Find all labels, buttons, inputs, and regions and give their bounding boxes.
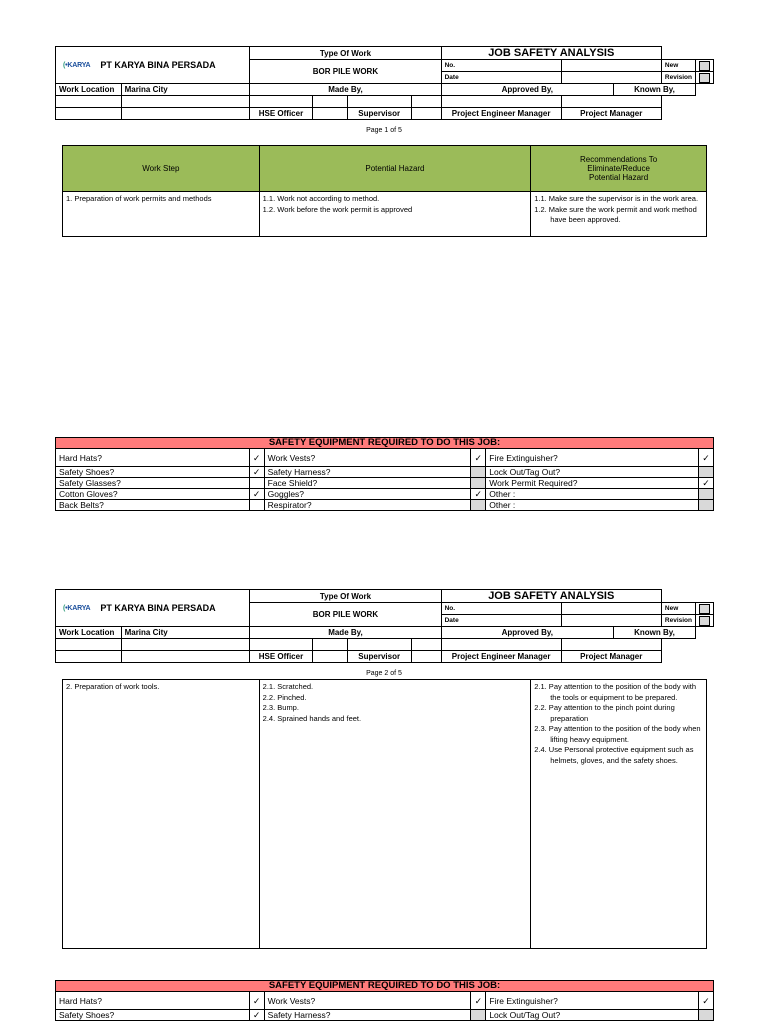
checkbox-icon [699,604,710,614]
recommendation-item: 1.2. Make sure the work permit and work method have been approved. [534,204,697,224]
work-step-header: Work Step [63,146,260,192]
equip-checkbox[interactable] [698,489,713,500]
work-location-value: Marina City [121,84,250,96]
equip-checkbox[interactable] [249,467,264,478]
recommendation-item: 1.1. Make sure the supervisor is in the work area. [534,194,699,203]
signature-pm[interactable] [561,639,661,651]
recommendation-item: 2.2. Pay attention to the pinch point during preparation [534,703,675,723]
hse-officer-label: HSE Officer [250,651,312,663]
signature-supervisor[interactable] [347,96,411,108]
known-by-label: Known By, [613,84,695,96]
check-icon: ✓ [252,489,261,499]
supervisor-label: Supervisor [347,651,411,663]
date-value[interactable] [561,72,661,84]
work-location-label: Work Location [56,627,122,639]
equip-checkbox[interactable] [471,449,486,467]
equip-label: Goggles? [264,489,471,500]
jsa-steps-table-page1 [62,145,707,237]
date-label: Date [441,72,561,84]
equip-checkbox[interactable] [249,449,264,467]
blank-cell [121,96,250,108]
hazard-item: 2.1. Scratched. [262,682,314,691]
safety-title: SAFETY EQUIPMENT REQUIRED TO DO THIS JOB: [56,981,714,992]
check-icon: ✓ [474,995,483,1006]
blank-cell [312,96,347,108]
revision-checkbox[interactable] [696,72,714,84]
signature-pem[interactable] [441,639,561,651]
equip-checkbox[interactable] [471,467,486,478]
equip-label: Safety Shoes? [56,467,250,478]
new-label: New [661,603,695,615]
equip-checkbox[interactable] [698,500,713,511]
blank-cell [121,108,250,120]
no-value[interactable] [561,603,661,615]
karya-logo-icon: (•KARYA [63,61,91,69]
equip-label: Hard Hats? [56,449,250,467]
hazard-item: 2.3. Bump. [262,703,299,712]
equip-checkbox[interactable] [699,992,714,1010]
signature-supervisor[interactable] [347,639,411,651]
signature-pm[interactable] [561,96,661,108]
equip-checkbox[interactable] [698,449,713,467]
equip-checkbox[interactable] [471,500,486,511]
hazard-cell [259,192,531,237]
check-icon: ✓ [702,452,710,463]
jsa-header-page1 [55,46,714,120]
hazard-cell [259,680,531,949]
equip-label: Safety Glasses? [56,478,250,489]
hazard-item: 2.2. Pinched. [262,692,307,702]
recommendation-cell [531,192,707,237]
no-label: No. [441,60,561,72]
type-of-work-value: BOR PILE WORK [250,603,441,627]
blank-cell [56,96,122,108]
page-number: Page 2 of 5 [366,670,402,677]
made-by-label: Made By, [250,84,441,96]
equip-label: Work Permit Required? [486,478,699,489]
blank-cell [411,651,441,663]
safety-equipment-table-page1 [55,437,714,511]
check-icon: ✓ [702,995,710,1006]
blank-cell [312,639,347,651]
revision-checkbox[interactable] [696,615,714,627]
work-step-cell: 1. Preparation of work permits and methods [63,192,260,237]
checkbox-icon [699,61,710,71]
equip-checkbox[interactable] [698,478,713,489]
blank-cell [56,108,122,120]
equip-label: Fire Extinguisher? [486,449,699,467]
blank-cell [121,639,250,651]
check-icon: ✓ [252,1010,261,1020]
logo-cell [56,590,250,627]
document-title: JOB SAFETY ANALYSIS [441,590,661,603]
revision-label: Revision [661,72,695,84]
equip-label: Work Vests? [264,449,471,467]
signature-pem[interactable] [441,96,561,108]
check-icon: ✓ [474,489,483,499]
approved-by-label: Approved By, [441,627,613,639]
equip-checkbox[interactable] [471,478,486,489]
equip-label: Face Shield? [264,478,471,489]
no-label: No. [441,603,561,615]
pm-label: Project Manager [561,108,661,120]
signature-hse[interactable] [250,96,312,108]
equip-label: Work Vests? [264,992,471,1010]
equip-checkbox[interactable] [249,500,264,511]
equip-label: Lock Out/Tag Out? [486,467,699,478]
safety-equipment-table-page2 [55,980,714,1021]
pem-label: Project Engineer Manager [441,108,561,120]
pm-label: Project Manager [561,651,661,663]
checkbox-icon [699,73,710,83]
page-number: Page 1 of 5 [366,127,402,134]
equip-checkbox[interactable] [471,992,486,1010]
equip-checkbox[interactable] [249,489,264,500]
type-of-work-label: Type Of Work [250,590,441,603]
hazard-item: 1.1. Work not according to method. [262,194,380,203]
equip-checkbox[interactable] [698,467,713,478]
equip-label: Lock Out/Tag Out? [486,1010,699,1021]
blank-cell [56,639,122,651]
supervisor-label: Supervisor [347,108,411,120]
approved-by-label: Approved By, [441,84,613,96]
recommendation-item: 2.4. Use Personal protective equipment such as helmets, gloves, and the safety shoes. [534,745,694,765]
checkbox-icon [699,616,710,626]
logo-cell [56,47,250,84]
equip-checkbox[interactable] [471,1010,486,1021]
equip-checkbox[interactable] [471,489,486,500]
equip-checkbox[interactable] [249,478,264,489]
type-of-work-value: BOR PILE WORK [250,60,441,84]
potential-hazard-header: Potential Hazard [259,146,531,192]
made-by-label: Made By, [250,627,441,639]
blank-cell [411,96,441,108]
new-checkbox[interactable] [696,603,714,615]
hazard-item: 1.2. Work before the work permit is approved [262,204,413,214]
blank-cell [411,639,441,651]
recommendation-item: 2.1. Pay attention to the position of the body with the tools or equipment to be prepared. [534,682,696,702]
karya-logo-icon: (•KARYA [63,604,91,612]
blank-cell [56,651,122,663]
equip-label: Other : [486,489,699,500]
equip-label: Back Belts? [56,500,250,511]
company-name: PT KARYA BINA PERSADA [100,603,216,613]
equip-checkbox[interactable] [249,1010,264,1021]
work-step-cell: 2. Preparation of work tools. [63,680,260,949]
check-icon: ✓ [252,995,261,1006]
equip-label: Cotton Gloves? [56,489,250,500]
new-checkbox[interactable] [696,60,714,72]
recommendations-header: Recommendations To Eliminate/Reduce Potential Hazard [531,146,707,192]
jsa-steps-table-page2 [62,679,707,949]
equip-label: Fire Extinguisher? [486,992,699,1010]
work-location-value: Marina City [121,627,250,639]
equip-label: Respirator? [264,500,471,511]
hazard-item: 2.4. Sprained hands and feet. [262,713,362,723]
equip-label: Other : [486,500,699,511]
new-label: New [661,60,695,72]
equip-label: Safety Harness? [264,1010,471,1021]
check-icon: ✓ [474,452,483,463]
blank-cell [121,651,250,663]
equip-label: Safety Harness? [264,467,471,478]
blank-cell [411,108,441,120]
known-by-label: Known By, [613,627,695,639]
date-label: Date [441,615,561,627]
revision-label: Revision [661,615,695,627]
check-icon: ✓ [252,467,261,477]
blank-cell [312,108,347,120]
equip-label: Hard Hats? [56,992,250,1010]
type-of-work-label: Type Of Work [250,47,441,60]
safety-title: SAFETY EQUIPMENT REQUIRED TO DO THIS JOB: [56,438,714,449]
work-location-label: Work Location [56,84,122,96]
check-icon: ✓ [252,452,261,463]
check-icon: ✓ [702,478,710,488]
signature-hse[interactable] [250,639,312,651]
equip-label: Safety Shoes? [56,1010,250,1021]
pem-label: Project Engineer Manager [441,651,561,663]
company-name: PT KARYA BINA PERSADA [100,60,216,70]
hse-officer-label: HSE Officer [250,108,312,120]
document-title: JOB SAFETY ANALYSIS [441,47,661,60]
recommendation-item: 2.3. Pay attention to the position of the body when lifting heavy equipment. [534,724,701,744]
equip-checkbox[interactable] [249,992,264,1010]
date-value[interactable] [561,615,661,627]
no-value[interactable] [561,60,661,72]
jsa-header-page2 [55,589,714,663]
recommendation-cell [531,680,707,949]
equip-checkbox[interactable] [699,1010,714,1021]
blank-cell [312,651,347,663]
